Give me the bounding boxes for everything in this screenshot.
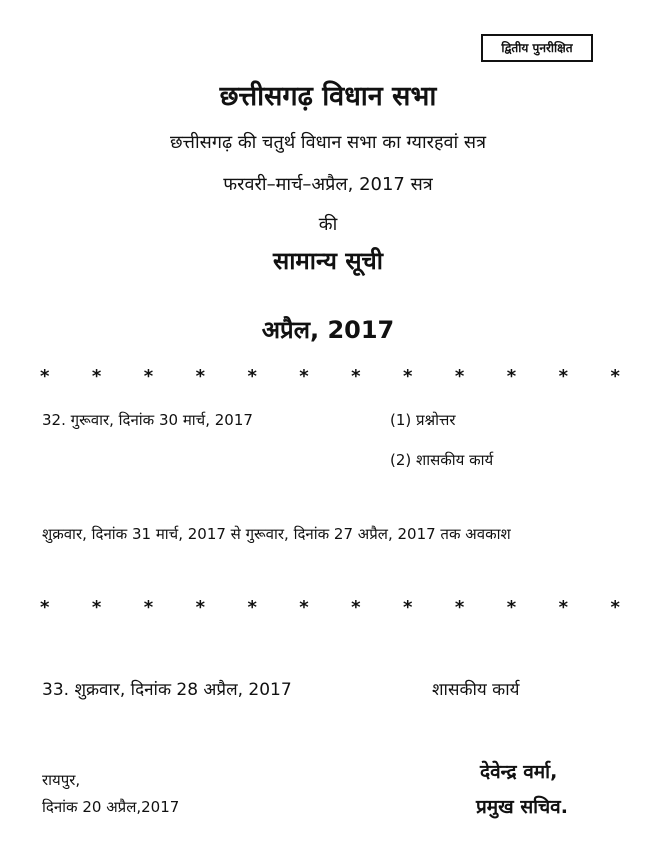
place: रायपुर, xyxy=(42,771,81,789)
entry-33-date: 33. शुक्रवार, दिनांक 28 अप्रैल, 2017 xyxy=(42,680,292,700)
star: * xyxy=(351,366,361,387)
star: * xyxy=(506,597,517,618)
star: * xyxy=(195,597,205,618)
entry-32-item: (1) प्रश्नोत्तर xyxy=(390,411,456,429)
star: * xyxy=(195,366,205,387)
star: * xyxy=(40,597,50,618)
recess-notice: शुक्रवार, दिनांक 31 मार्च, 2017 से गुरूवार, दिनांक 27 अप्रैल, 2017 तक अवकाश xyxy=(42,525,511,543)
star: * xyxy=(247,366,257,387)
session-period: फरवरी–मार्च–अप्रैल, 2017 सत्र xyxy=(223,174,433,195)
star: * xyxy=(299,597,309,618)
assembly-title: छत्तीसगढ़ विधान सभा xyxy=(219,81,437,112)
connector-text: की xyxy=(318,214,338,235)
star: * xyxy=(143,597,154,618)
star: * xyxy=(403,366,413,387)
star: * xyxy=(558,597,569,618)
entry-32-date: 32. गुरूवार, दिनांक 30 मार्च, 2017 xyxy=(42,411,253,429)
star: * xyxy=(610,366,620,387)
issue-date: दिनांक 20 अप्रैल,2017 xyxy=(42,798,180,816)
star: * xyxy=(143,366,154,387)
star: * xyxy=(403,597,413,618)
signatory-designation: प्रमुख सचिव. xyxy=(476,796,568,818)
star: * xyxy=(610,597,620,618)
entry-32-item: (2) शासकीय कार्य xyxy=(390,451,494,469)
star: * xyxy=(91,597,102,618)
star: * xyxy=(91,366,102,387)
entry-33-business: शासकीय कार्य xyxy=(432,680,520,700)
month-heading: अप्रैल, 2017 xyxy=(261,316,395,344)
star: * xyxy=(247,597,257,618)
star: * xyxy=(454,366,465,387)
star: * xyxy=(454,597,465,618)
star: * xyxy=(40,366,50,387)
star: * xyxy=(558,366,569,387)
revision-stamp: द्वितीय पुनरीक्षित xyxy=(481,34,593,62)
star-separator xyxy=(40,597,620,618)
star: * xyxy=(506,366,517,387)
signatory-name: देवेन्द्र वर्मा, xyxy=(480,761,558,783)
session-subtitle: छत्तीसगढ़ की चतुर्थ विधान सभा का ग्यारहवां सत्र xyxy=(169,132,487,153)
document-heading: सामान्य सूची xyxy=(272,247,384,275)
star-separator xyxy=(40,366,620,387)
star: * xyxy=(299,366,309,387)
star: * xyxy=(351,597,361,618)
